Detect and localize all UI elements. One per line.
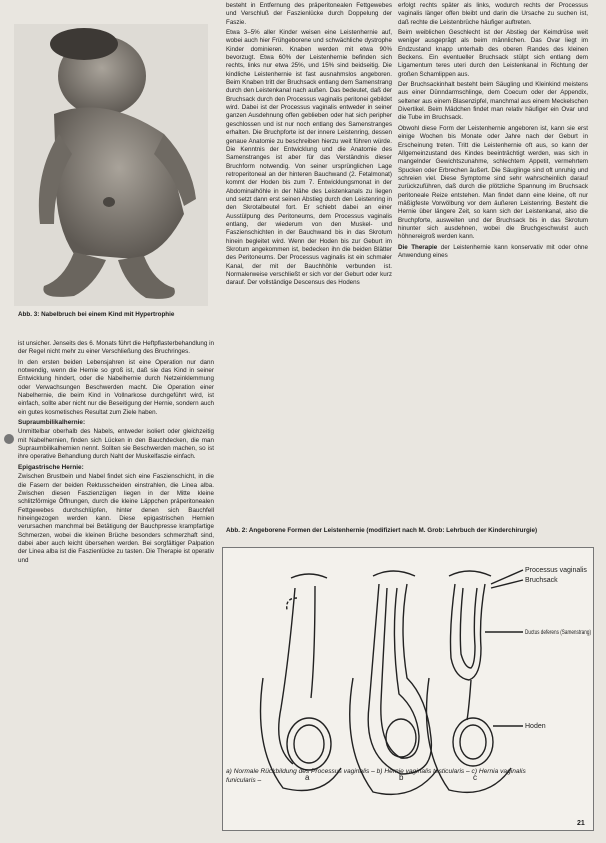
hernia-diagram-graphic	[223, 548, 593, 830]
baby-photo	[14, 24, 208, 306]
paragraph: erfolgt rechts später als links, wodurch rechts der Processus vaginalis länger offen bleibt und darin die Ursache zu suchen ist, daß rechte die Leistenbrüche häufiger auftreten.	[398, 2, 588, 26]
paragraph: Beim weiblichen Geschlecht ist der Abstieg der Keimdrüse weit weniger ausgeprägt als beim männlichen. Das Ovar liegt im Endzustand knapp unterhalb des oberen Randes des kleinen Beckens. Ein eventueller Bruchsack stülpt sich entlang dem Ligamentum teres uteri durch den Leistenkanal in Richtung der großen Schamlippen aus.	[398, 29, 588, 78]
paragraph-text: der Leistenhernie kann konservativ mit oder ohne Anwendung eines	[398, 243, 588, 259]
label-ductus-deferens: Ductus deferens (Samenstrang)	[525, 629, 591, 636]
paragraph: In den ersten beiden Lebensjahren ist eine Operation nur dann notwendig, wenn die Hernie so groß ist, daß sie das Kind in seiner Entwicklung hindert, oder die Nabelhernie durch Netzeinklemmung oder Verwachsungen Beschwerden macht. Die Operation einer Nabelhernie, die beim Kind in Vollnarkose durchgeführt wird, ist einfach, sollte aber nicht nur die Beseitigung der Hernie, sondern auch ein gutes kosmetisches Resultat zum Ziele haben.	[18, 358, 214, 416]
letter-b: b	[399, 773, 404, 782]
paragraph: Zwischen Brustbein und Nabel findet sich eine Faszienschicht, in die die Fasern der beiden Rektusscheiden einstrahlen, die Linea alba. Zwischen diesen Faszienzügen liegen in der Mitte kleine schlitzförmige Öffnungen, durch die kleine Läppchen präperitonealen Fettgewebes durchschlüpfen, hinter denen sich Bauchfell hineingezogen werden kann. Diese epigastrischen Hernien verursachen manchmal bei Betätigung der Bauchpresse krampfartige Schmerzen, wobei die kleinen Brüche besonders schmerzhaft sind, dabei aber auch leicht übersehen werden. Bei sorgfältiger Palpation der Linea alba ist die Faszienlücke zu tasten. Die Therapie ist operativ und	[18, 473, 214, 564]
paragraph: Der Bruchsackinhalt besteht beim Säugling und Kleinkind meistens aus einer Dünndarmschlinge, dem Coecum oder der Appendix, seltener aus einem Blasenzipfel, manchmal aus einem Meckelschen Divertikel. Beim Mädchen findet man relativ häufiger ein Ovar und die Tube im Bruchsack.	[398, 81, 588, 122]
column-1	[18, 340, 214, 567]
paragraph: ist unsicher. Jenseits des 6. Monats führt die Heftpflasterbehandlung in der Regel nicht mehr zu einer Verschließung des Bruchringes.	[18, 340, 214, 356]
punch-hole	[4, 434, 14, 444]
letter-a-label: a	[305, 773, 310, 782]
photo-caption: Abb. 3: Nabelbruch bei einem Kind mit Hypertrophie	[18, 311, 175, 318]
label-processus-vaginalis: Processus vaginalis	[525, 567, 587, 574]
paragraph: Unmittelbar oberhalb des Nabels, entweder isoliert oder gleichzeitig mit Nabelhernien, finden sich Lücken in den Bauchdecken, die man Supraumbilikalhernien nennt. Sollten sie Beschwerden machen, so ist ihre operative Behandlung durch Naht der Muskelfaszie einfach.	[18, 428, 214, 461]
page-number: 21	[577, 820, 585, 827]
lead-in: Die Therapie	[398, 243, 438, 251]
label-bruchsack: Bruchsack	[525, 577, 558, 584]
hernia-diagram	[222, 547, 594, 831]
letter-c: c	[473, 773, 477, 782]
column-2	[226, 2, 392, 290]
paragraph	[398, 244, 588, 261]
section-heading: Epigastrische Hernie:	[18, 463, 84, 471]
figure-legend: a) Normale Rückbildung des Processus vaginalis – b) Hernie vaginalis testicularis – c) Hernia vaginalis funicularis –	[226, 768, 526, 784]
paragraph: besteht in Entfernung des präperitonealen Fettgewebes und Verschluß der Faszienlücke durch Doppelung der Faszie.	[226, 2, 392, 26]
paragraph: Obwohl diese Form der Leistenhernie angeboren ist, kann sie erst einige Wochen bis Monate oder Jahre nach der Geburt in Erscheinung treten. Tritt die Leistenhernie oft aus, so kann der Allgemeinzustand des Kindes beeinträchtigt werden, was sich in mangelnder Gewichtszunahme, schlechtem Appetit, vermehrtem Spucken oder Erbrechen äußert. Die Säuglinge sind oft unruhig und schreien viel. Diese Symptome sind sehr wahrscheinlich darauf zurückzuführen, daß durch die plötzliche Spannung im Bruchsack peritoneale Reize entstehen. Man findet dann eine kleine, oft nur mäßigfeste Vorwölbung vor dem äußeren Leistenring. Besteht die Hernie über längere Zeit, so kann sich der Leistenkanal, also die Bruchpforte, ausweiten und der Bruchsack bis in das Skrotum hinunter sich ausdehnen, wobei die Bruchgeschwulst auch höhnereigroß werden kann.	[398, 124, 588, 241]
section-heading: Supraumbilikalhernie:	[18, 419, 86, 427]
column-3	[398, 2, 588, 262]
baby-photo-graphic	[14, 24, 208, 306]
label-hoden: Hoden	[525, 723, 546, 730]
paragraph: Etwa 3–5% aller Kinder weisen eine Leistenhernie auf, wobei auch hier Frühgeborene und schwächliche dystrophe Kinder dominieren. Knaben werden mit etwa 90% bevorzugt. Etwa 60% der Leistenhernie befinden sich rechts, links nur etwa 25%, und 15% sind beidseitig. Die kindliche Leistenhernie ist fast ausnahmslos angeboren. Beim Knaben tritt der Bruchsack entlang dem Samenstrang durch den Leistenkanal nach außen. Das bedeutet, daß der Bruchsack durch den Processus vaginalis peritonei gebildet wird. Dabei ist der Processus vaginalis entweder in seiner ganzen Ausdehnung offen geblieben oder hat sich peripher geschlossen und ist nur noch entlang des Samenstranges erhalten. Die Bruchpforte ist der innere Leistenring, dessen genaue Anatomie zu beschreiben hierzu weit führen würde. Die Kenntnis der Entwicklung und die Anatomie des Samenstranges ist aber für das Verständnis dieser Bruchform notwendig. Von seiner ursprünglichen Lage retroperitoneal an der hinteren Bauchwand (2. Fetalmonat) kommt der Hoden bis zum 7. Entwicklungsmonat in der Abdominalhöhle in der Nähe des Leistenkanals zu liegen und setzt dann erst seinen Abstieg durch den Leistenring in den Skrotalbeutel fort. Er schiebt dabei an einer Ausstülpung des Peritoneums, dem Processus vaginalis entlang, der wiederum von den Muskel- und Faszienschichten in der Bauchwand bis in das Skrotum hinein begleitet wird. Wenn der Hoden bis zur Geburt im Skrotum angekommen ist, bedecken ihn die beiden Blätter des Peritoneums. Der Processus vaginalis ist ein schmaler Kanal, der mit der Bauchhöhle verbunden ist. Normalerweise verschließt er sich vor der Geburt oder kurz darauf. Der vollständige Descensus des Hodens	[226, 29, 392, 287]
figure-caption-title: Abb. 2: Angeborene Formen der Leistenhernie (modifiziert nach M. Grob: Lehrbuch der Kinderchirurgie)	[226, 527, 538, 534]
